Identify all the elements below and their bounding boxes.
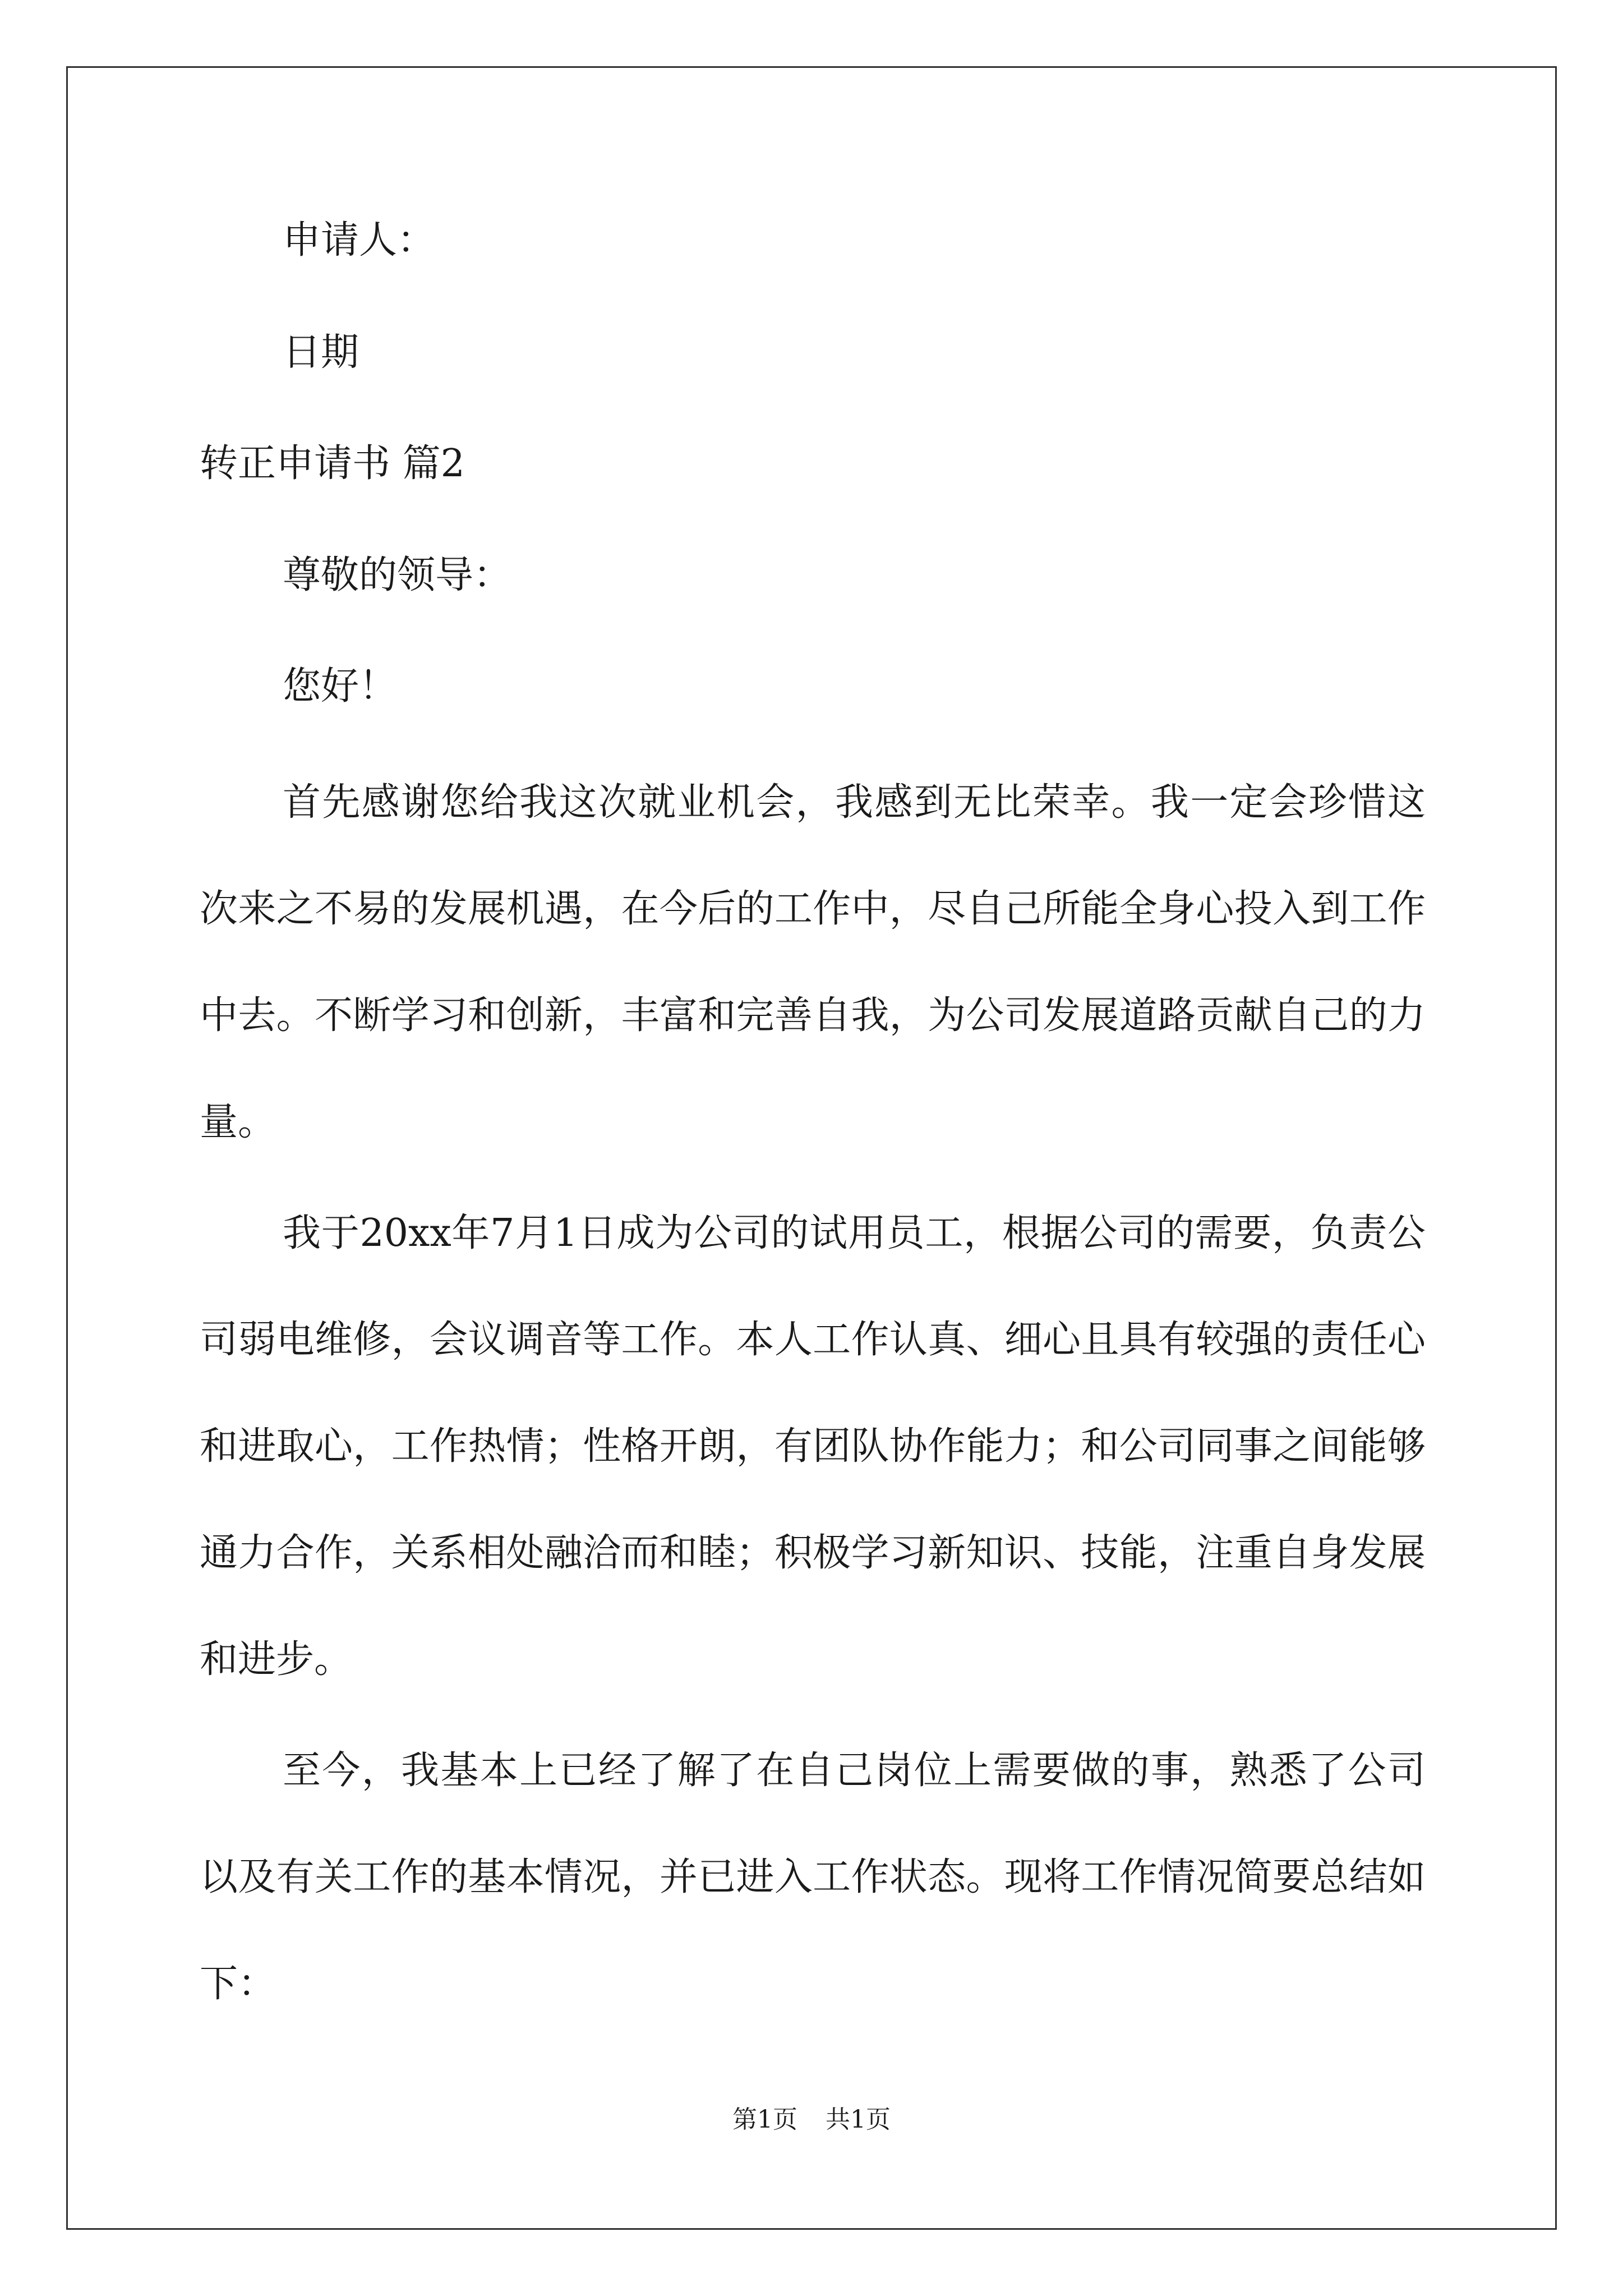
paragraph-3: 至今，我基本上已经了解了在自己岗位上需要做的事，熟悉了公司以及有关工作的基本情况，并已进入工作状态。现将工作情况简要总结如下： [200,1749,1426,2006]
date-line: 日期 [283,330,359,375]
section-heading: 转正申请书 篇2 [200,441,465,486]
page-total: 共1页 [826,2105,891,2134]
paragraph-1: 首先感谢您给我这次就业机会，我感到无比荣幸。我一定会珍惜这次来之不易的发展机遇，在今后的工作中，尽自己所能全身心投入到工作中去。不断学习和创新，丰富和完善自我，为公司发展道路贡献自己的力量。 [200,780,1426,1144]
applicant-line: 申请人： [283,218,436,263]
greeting-line: 您好！ [283,664,398,708]
paragraph-2: 我于20xx年7月1日成为公司的试用员工，根据公司的需要，负责公司弱电维修，会议调音等工作。本人工作认真、细心且具有较强的责任心和进取心，工作热情；性格开朗，有团队协作能力；和公司同事之间能够通力合作，关系相处融洽而和睦；积极学习新知识、技能，注重自身发展和进步。 [200,1211,1426,1682]
page-number: 第1页 [732,2105,797,2134]
page-footer [0,2105,1623,2134]
salutation-line: 尊敬的领导： [283,553,512,597]
paragraph-block [200,749,1426,2037]
